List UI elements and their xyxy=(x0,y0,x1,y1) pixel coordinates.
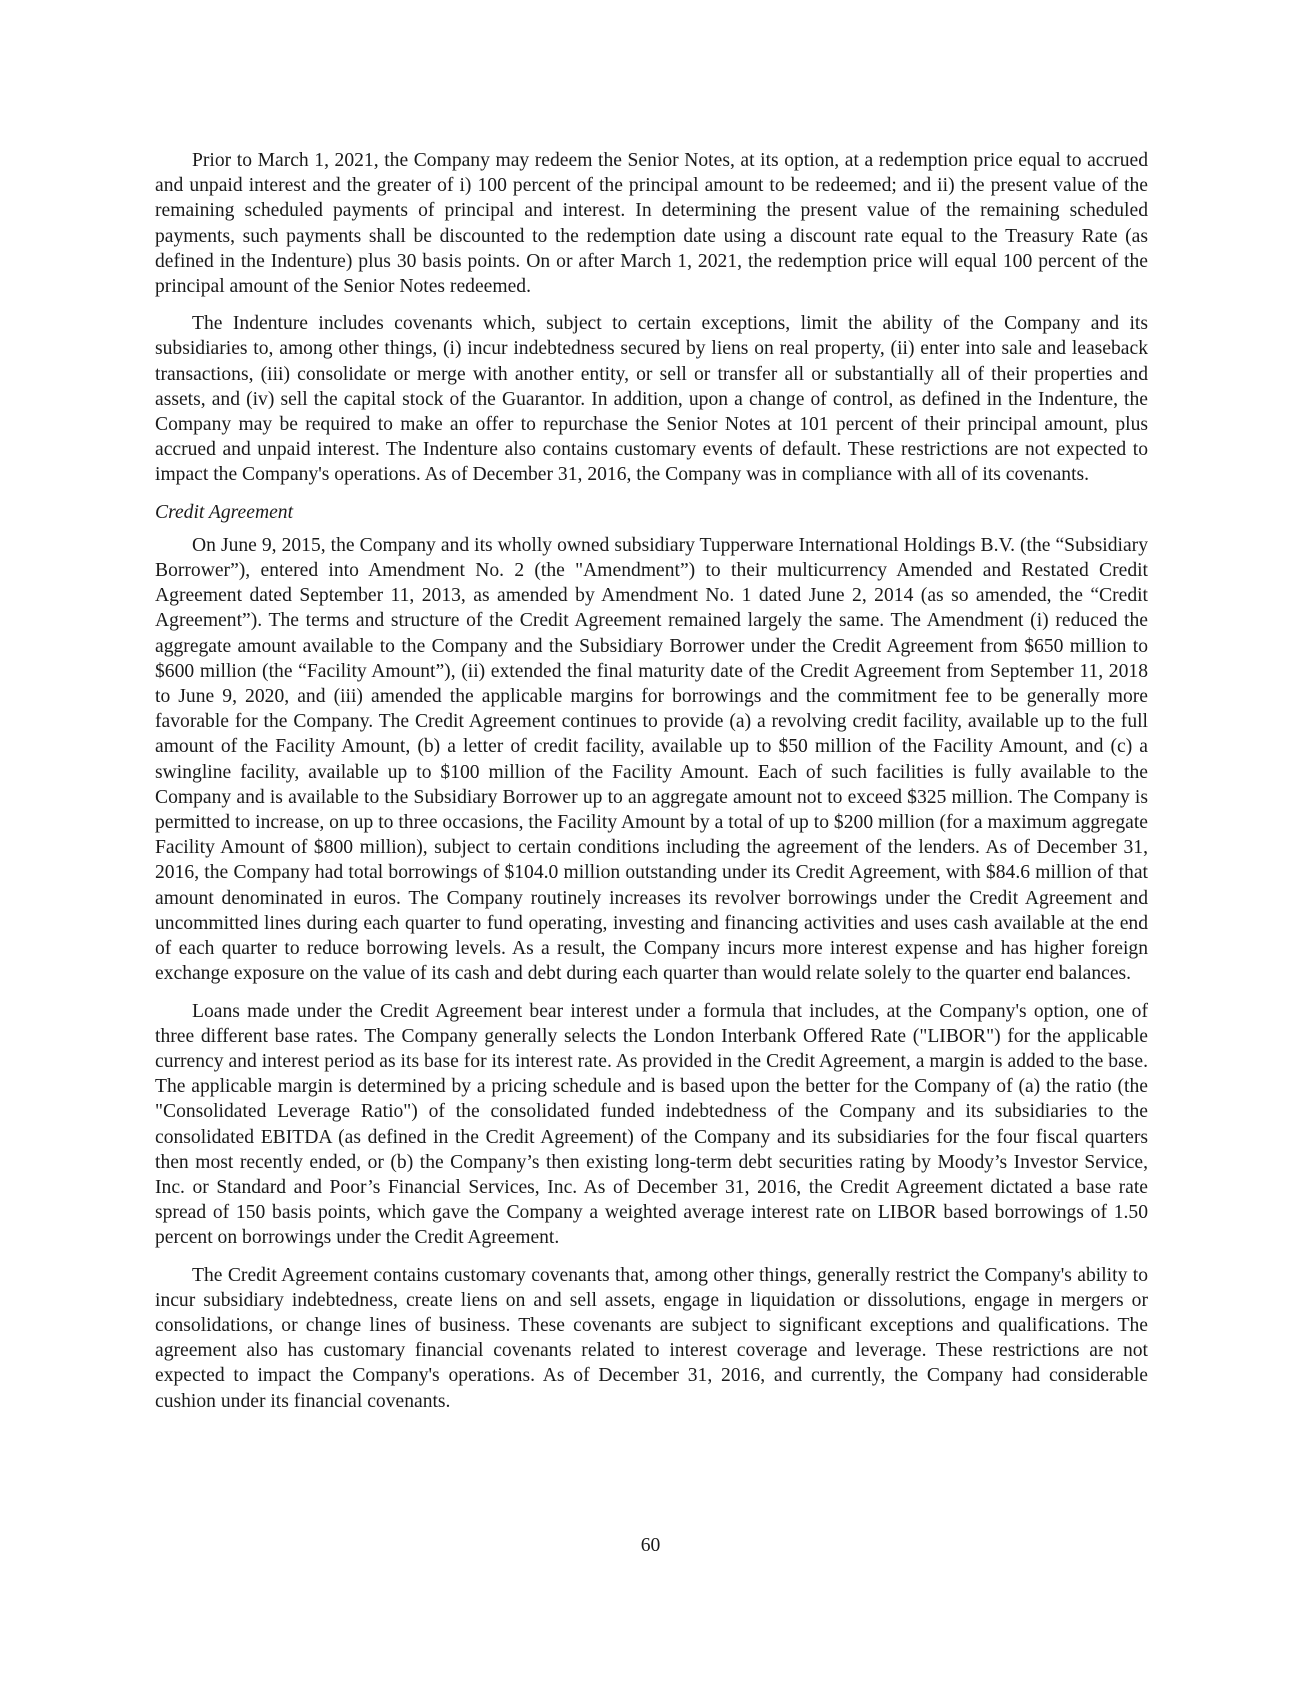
indenture-covenants-paragraph: The Indenture includes covenants which, subject to certain exceptions, limit the ability of the Company and its subsidiaries to, among other things, (i) incur indebtedness secured by liens on real property, (ii) enter into sale and leaseback transactions, (iii) consolidate or merge with another entity, or sell or transfer all or substantially all of their properties and assets, and (iv) sell the capital stock of the Guarantor. In addition, upon a change of control, as defined in the Indenture, the Company may be required to make an offer to repurchase the Senior Notes at 101 percent of their principal amount, plus accrued and unpaid interest. The Indenture also contains customary events of default. These restrictions are not expected to impact the Company's operations. As of December 31, 2016, the Company was in compliance with all of its covenants. xyxy=(155,313,1148,486)
senior-notes-redemption-paragraph: Prior to March 1, 2021, the Company may redeem the Senior Notes, at its option, at a redemption price equal to accrued and unpaid interest and the greater of i) 100 percent of the principal amount to be redeemed; and ii) the present value of the remaining scheduled payments of principal and interest. In determining the present value of the remaining scheduled payments, such payments shall be discounted to the redemption date using a discount rate equal to the Treasury Rate (as defined in the Indenture) plus 30 basis points. On or after March 1, 2021, the redemption price will equal 100 percent of the principal amount of the Senior Notes redeemed. xyxy=(155,150,1148,298)
credit-agreement-amendment-paragraph: On June 9, 2015, the Company and its wholly owned subsidiary Tupperware International Holdings B.V. (the “Subsidiary Borrower”), entered into Amendment No. 2 (the "Amendment”) to their multicurrency Amended and Restated Credit Agreement dated September 11, 2013, as amended by Amendment No. 1 dated June 2, 2014 (as so amended, the “Credit Agreement”). The terms and structure of the Credit Agreement remained largely the same. The Amendment (i) reduced the aggregate amount available to the Company and the Subsidiary Borrower under the Credit Agreement from $650 million to $600 million (the “Facility Amount”), (ii) extended the final maturity date of the Credit Agreement from September 11, 2018 to June 9, 2020, and (iii) amended the applicable margins for borrowings and the commitment fee to be generally more favorable for the Company. The Credit Agreement continues to provide (a) a revolving credit facility, available up to the full amount of the Facility Amount, (b) a letter of credit facility, available up to $50 million of the Facility Amount, and (c) a swingline facility, available up to $100 million of the Facility Amount. Each of such facilities is fully available to the Company and is available to the Subsidiary Borrower up to an aggregate amount not to exceed $325 million. The Company is permitted to increase, on up to three occasions, the Facility Amount by a total of up to $200 million (for a maximum aggregate Facility Amount of $800 million), subject to certain conditions including the agreement of the lenders. As of December 31, 2016, the Company had total borrowings of $104.0 million outstanding under its Credit Agreement, with $84.6 million of that amount denominated in euros. The Company routinely increases its revolver borrowings under the Credit Agreement and uncommitted lines during each quarter to fund operating, investing and financing activities and uses cash available at the end of each quarter to reduce borrowing levels. As a result, the Company incurs more interest expense and has higher foreign exchange exposure on the value of its cash and debt during each quarter than would relate solely to the quarter end balances. xyxy=(155,534,1148,985)
document-body xyxy=(155,148,1148,1426)
page-number: 60 xyxy=(640,1535,661,1556)
credit-agreement-covenants-paragraph: The Credit Agreement contains customary covenants that, among other things, generally restrict the Company's ability to incur subsidiary indebtedness, create liens on and sell assets, engage in liquidation or dissolutions, engage in mergers or consolidations, or change lines of business. These covenants are subject to significant exceptions and qualifications. The agreement also has customary financial covenants related to interest coverage and leverage. These restrictions are not expected to impact the Company's operations. As of December 31, 2016, and currently, the Company had considerable cushion under its financial covenants. xyxy=(155,1264,1148,1412)
credit-agreement-interest-paragraph: Loans made under the Credit Agreement bear interest under a formula that includes, at the Company's option, one of three different base rates. The Company generally selects the London Interbank Offered Rate ("LIBOR") for the applicable currency and interest period as its base for its interest rate. As provided in the Credit Agreement, a margin is added to the base. The applicable margin is determined by a pricing schedule and is based upon the better for the Company of (a) the ratio (the "Consolidated Leverage Ratio") of the consolidated funded indebtedness of the Company and its subsidiaries to the consolidated EBITDA (as defined in the Credit Agreement) of the Company and its subsidiaries for the four fiscal quarters then most recently ended, or (b) the Company’s then existing long-term debt securities rating by Moody’s Investor Service, Inc. or Standard and Poor’s Financial Services, Inc. As of December 31, 2016, the Credit Agreement dictated a base rate spread of 150 basis points, which gave the Company a weighted average interest rate on LIBOR based borrowings of 1.50 percent on borrowings under the Credit Agreement. xyxy=(155,1000,1148,1249)
credit-agreement-subheading: Credit Agreement xyxy=(155,501,294,523)
